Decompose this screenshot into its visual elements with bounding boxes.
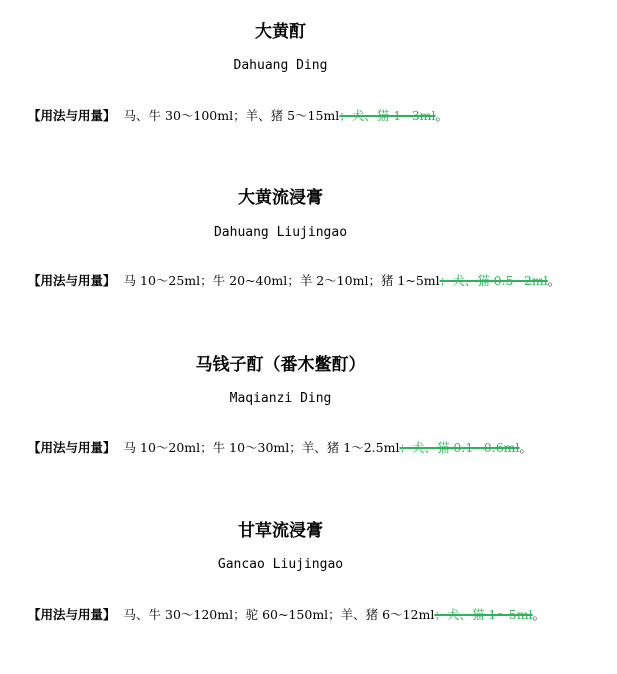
drug-title-cn: 大黄酊 [255, 22, 306, 42]
drug-title-en: Maqianzi Ding [229, 391, 332, 406]
usage-line [28, 272, 560, 290]
usage-label: 【用法与用量】 [28, 273, 116, 288]
usage-label: 【用法与用量】 [28, 108, 116, 123]
usage-label: 【用法与用量】 [28, 440, 116, 455]
drug-title-en: Dahuang Liujingao [213, 225, 348, 240]
usage-end: 。 [435, 108, 449, 123]
drug-title-cn: 大黄流浸膏 [238, 188, 323, 208]
usage-text: 马 10～25ml；牛 20~40ml；羊 2～10ml；猪 1~5ml [123, 273, 440, 288]
usage-label: 【用法与用量】 [28, 607, 116, 622]
usage-line [28, 107, 448, 125]
usage-end: 。 [532, 607, 546, 622]
struck-text: ；犬、猫 0.5~2ml [439, 273, 548, 288]
drug-title-en: Gancao Liujingao [217, 557, 344, 572]
usage-text: 马 10～20ml；牛 10～30ml；羊、猪 1～2.5ml [123, 440, 400, 455]
drug-title-en: Dahuang Ding [233, 58, 328, 73]
drug-title-cn: 马钱子酊（番木鳖酊） [195, 355, 366, 375]
struck-text: ；犬、猫 1~3ml [339, 108, 436, 123]
usage-end: 。 [519, 440, 533, 455]
drug-title-cn: 甘草流浸膏 [238, 521, 323, 541]
usage-end: 。 [547, 273, 561, 288]
struck-text: ；犬、猫 1～5ml [434, 607, 533, 622]
struck-text: ；犬、猫 0.1~0.6ml [399, 440, 520, 455]
usage-line [28, 606, 545, 624]
usage-text: 马、牛 30～100ml；羊、猪 5～15ml [123, 108, 340, 123]
usage-text: 马、牛 30～120ml；驼 60~150ml；羊、猪 6～12ml [123, 607, 435, 622]
usage-line [28, 439, 532, 457]
